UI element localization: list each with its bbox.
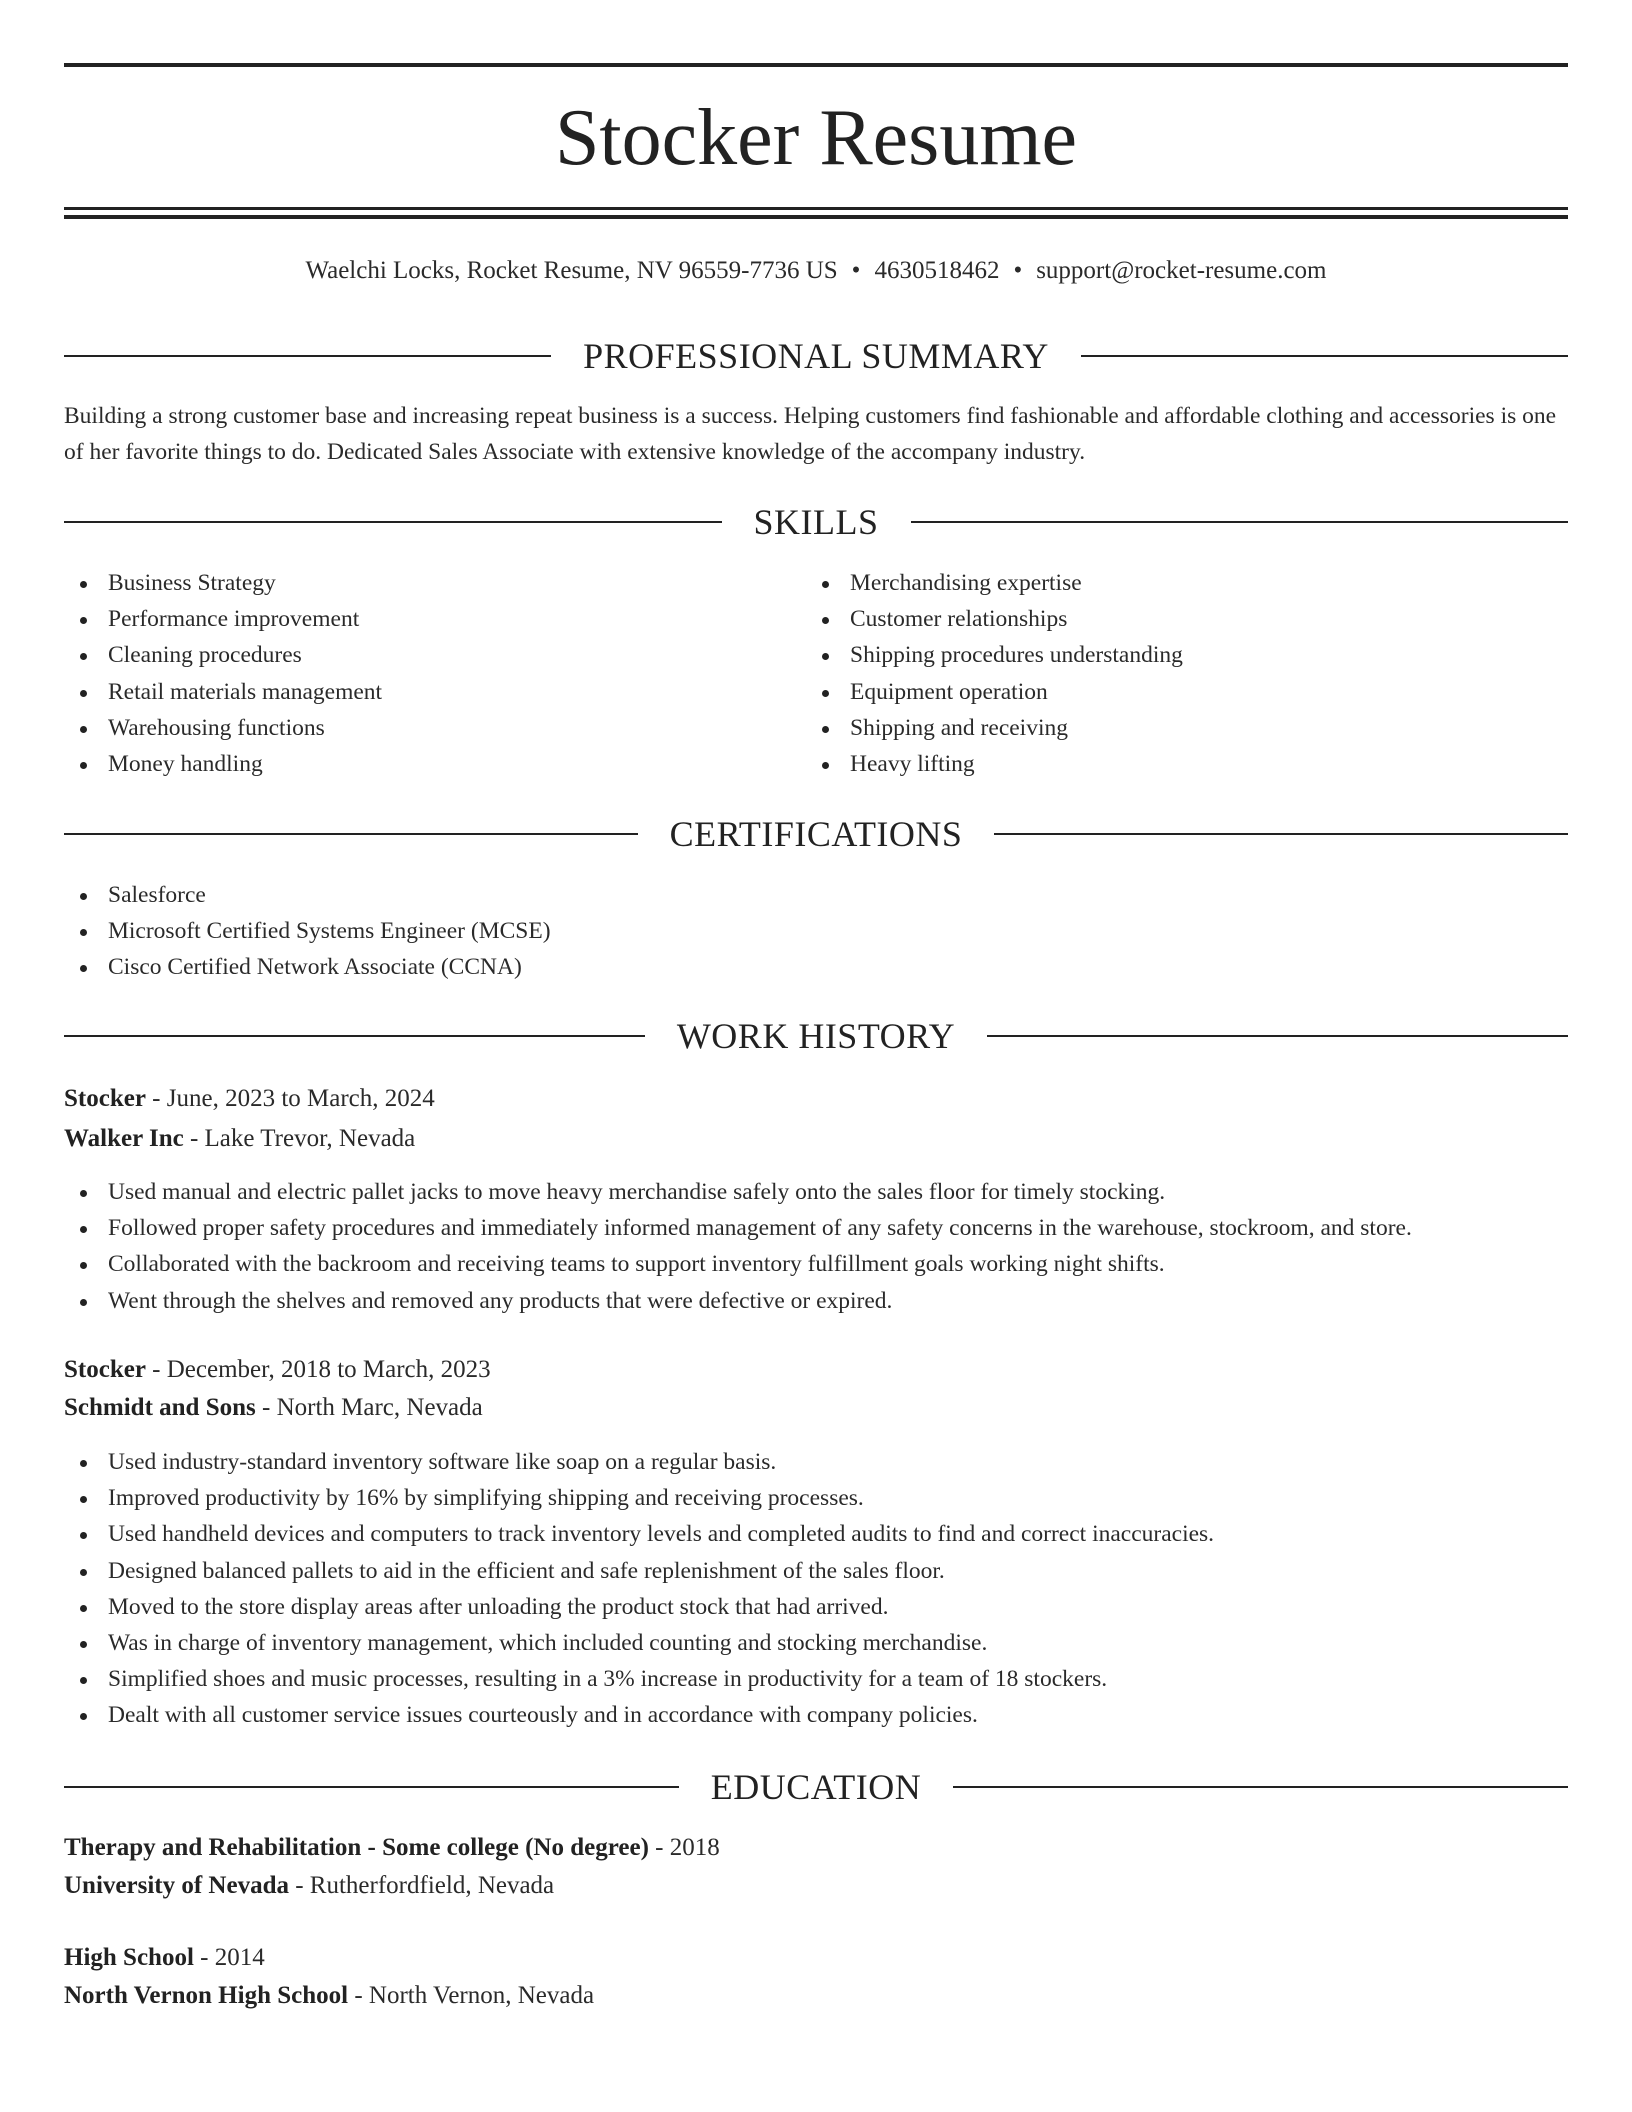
skill-item: Equipment operation: [806, 674, 1183, 710]
education-degree: Therapy and Rehabilitation - Some college (No degree): [64, 1834, 649, 1861]
education-school: North Vernon High School: [64, 1982, 349, 2009]
job-bullet: Used manual and electric pallet jacks to move heavy merchandise safely onto the sales floor for timely stocking.: [64, 1174, 1412, 1210]
education-degree: High School: [64, 1944, 194, 1971]
skill-item: Money handling: [64, 746, 382, 782]
contact-line: [64, 254, 1568, 288]
work-heading-text: WORK HISTORY: [676, 1016, 956, 1056]
job-dates: - June, 2023 to March, 2024: [145, 1085, 435, 1112]
job-bullet: Went through the shelves and removed any products that were defective or expired.: [64, 1283, 1412, 1319]
job-location: - Lake Trevor, Nevada: [183, 1125, 416, 1152]
resume-title: Stocker Resume: [554, 94, 1078, 182]
skill-item: Warehousing functions: [64, 710, 382, 746]
skill-item: Customer relationships: [806, 601, 1183, 637]
education-location: - North Vernon, Nevada: [348, 1982, 595, 2009]
skill-item: Performance improvement: [64, 601, 382, 637]
heading-rule: [64, 521, 722, 523]
job-bullet: Used handheld devices and computers to track inventory levels and completed audits to find and correct inaccuracies.: [64, 1516, 1214, 1552]
contact-separator: •: [851, 257, 861, 284]
heading-rule: [1081, 355, 1568, 357]
summary-heading-text: PROFESSIONAL SUMMARY: [583, 336, 1049, 376]
heading-rule: [64, 1786, 679, 1788]
certifications-heading-text: CERTIFICATIONS: [669, 814, 963, 854]
title-rule-upper: [64, 207, 1568, 210]
summary-text: Building a strong customer base and increasing repeat business is a success. Helping customers find fashionable and affordable clothing and accessories is one of her favorite things to do. Dedicated Sales Associate with extensive knowledge of the accompany industry.: [64, 403, 1557, 465]
job-bullet: Was in charge of inventory management, which included counting and stocking merchandise.: [64, 1625, 1214, 1661]
certification-item: Salesforce: [64, 877, 551, 913]
skills-heading-text: SKILLS: [753, 502, 879, 542]
job-dates: - December, 2018 to March, 2023: [145, 1356, 491, 1383]
work-heading: [64, 1014, 1568, 1058]
skill-item: Merchandising expertise: [806, 565, 1183, 601]
skill-item: Shipping and receiving: [806, 710, 1183, 746]
summary-heading: [64, 334, 1568, 378]
contact-email: support@rocket-resume.com: [1036, 257, 1327, 284]
job-title: Stocker: [64, 1085, 146, 1112]
education-school-line: [64, 1868, 554, 1904]
heading-rule: [64, 833, 638, 835]
job-bullets: [64, 1444, 1214, 1734]
education-year: - 2014: [193, 1944, 265, 1971]
heading-rule: [953, 1786, 1568, 1788]
job-bullet: Followed proper safety procedures and immediately informed management of any safety concerns in the warehouse, stockroom, and store.: [64, 1210, 1412, 1246]
job-company: Schmidt and Sons: [64, 1394, 256, 1421]
skill-item: Retail materials management: [64, 674, 382, 710]
education-heading: [64, 1765, 1568, 1809]
job-bullet: Moved to the store display areas after unloading the product stock that had arrived.: [64, 1589, 1214, 1625]
certification-item: Cisco Certified Network Associate (CCNA): [64, 949, 551, 985]
education-school-line: [64, 1978, 594, 2014]
education-degree-line: [64, 1940, 265, 1976]
skill-item: Heavy lifting: [806, 746, 1183, 782]
contact-address: Waelchi Locks, Rocket Resume, NV 96559-7736 US: [305, 257, 838, 284]
job-location: - North Marc, Nevada: [255, 1394, 483, 1421]
certification-item: Microsoft Certified Systems Engineer (MCSE): [64, 913, 551, 949]
education-year: - 2018: [648, 1834, 720, 1861]
job-bullet: Designed balanced pallets to aid in the efficient and safe replenishment of the sales floor.: [64, 1553, 1214, 1589]
skills-heading: [64, 500, 1568, 544]
contact-separator: •: [1013, 257, 1023, 284]
education-school: University of Nevada: [64, 1872, 289, 1899]
skills-list-left: [64, 565, 382, 782]
heading-rule: [64, 1035, 645, 1037]
job-company-line: [64, 1121, 415, 1157]
job-bullet: Improved productivity by 16% by simplifying shipping and receiving processes.: [64, 1480, 1214, 1516]
certifications-list: [64, 877, 551, 986]
heading-rule: [994, 833, 1568, 835]
job-title: Stocker: [64, 1356, 146, 1383]
education-heading-text: EDUCATION: [710, 1767, 922, 1807]
education-location: - Rutherfordfield, Nevada: [288, 1872, 555, 1899]
job-title-line: [64, 1081, 435, 1117]
certifications-heading: [64, 812, 1568, 856]
skill-item: Shipping procedures understanding: [806, 637, 1183, 673]
top-rule: [64, 63, 1568, 67]
heading-rule: [987, 1035, 1568, 1037]
education-degree-line: [64, 1830, 720, 1866]
heading-rule: [64, 355, 551, 357]
job-bullet: Simplified shoes and music processes, resulting in a 3% increase in productivity for a team of 18 stockers.: [64, 1661, 1214, 1697]
title-rule-lower: [64, 215, 1568, 219]
skill-item: Cleaning procedures: [64, 637, 382, 673]
contact-phone: 4630518462: [874, 257, 1000, 284]
job-company-line: [64, 1390, 483, 1426]
skill-item: Business Strategy: [64, 565, 382, 601]
job-company: Walker Inc: [64, 1125, 184, 1152]
job-bullets: [64, 1174, 1412, 1319]
job-bullet: Used industry-standard inventory software like soap on a regular basis.: [64, 1444, 1214, 1480]
job-title-line: [64, 1352, 491, 1388]
job-bullet: Collaborated with the backroom and receiving teams to support inventory fulfillment goals working night shifts.: [64, 1246, 1412, 1282]
job-bullet: Dealt with all customer service issues courteously and in accordance with company policies.: [64, 1697, 1214, 1733]
heading-rule: [911, 521, 1569, 523]
skills-list-right: [806, 565, 1183, 782]
